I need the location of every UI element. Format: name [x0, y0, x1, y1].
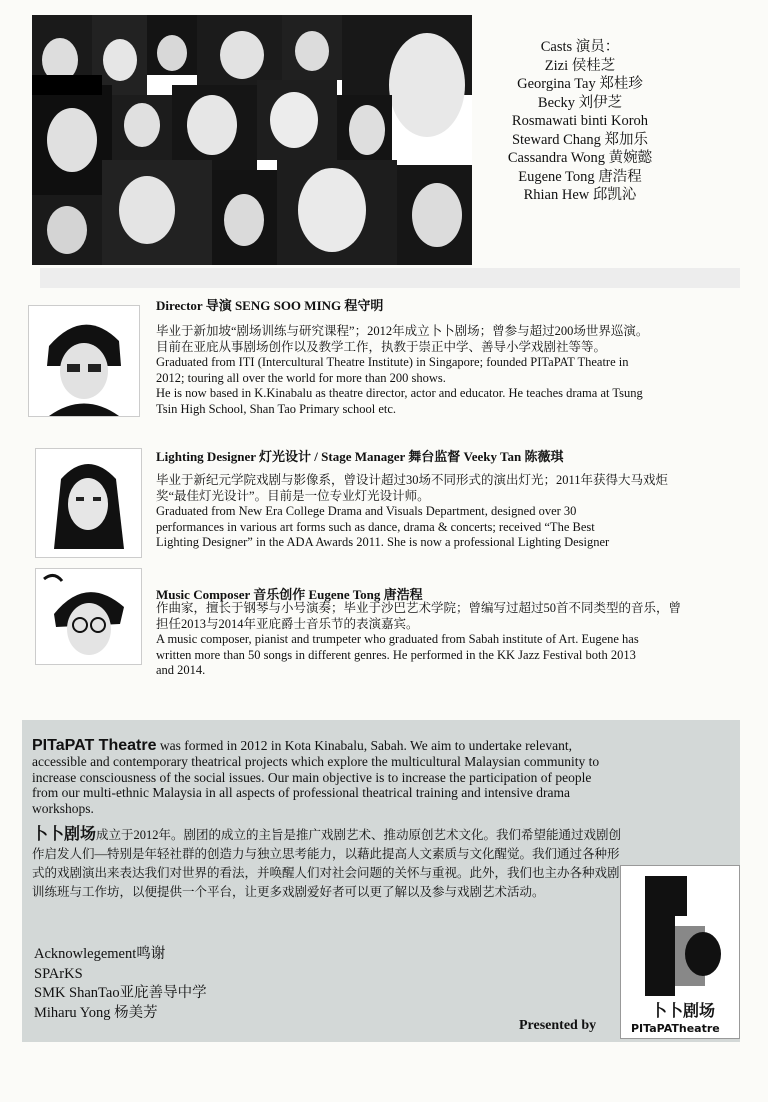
- bio-line: 毕业于新加坡“剧场训练与研究课程”；2012年成立卜卜剧场；曾参与超过200场世界巡演。: [156, 324, 649, 338]
- collage-graphic: [32, 15, 472, 265]
- about-en-line: from our multi-ethnic Malaysia in all aspects of professional theatrical training and intensive drama: [32, 785, 570, 801]
- music-title: Music Composer 音乐创作 Eugene Tong 唐浩程: [156, 587, 423, 602]
- brand-name-en: PITaPAT Theatre: [32, 737, 157, 754]
- about-cn-line: 作启发人们—特别是年轻社群的创造力与独立思考能力，以藉此提高人文素质与文化醒觉。我们通过各种形: [32, 847, 620, 861]
- logo-text-cn: 卜卜剧场: [651, 1001, 716, 1020]
- bio-line: written more than 50 songs in different genres. He performed in the KK Jazz Festival both 2013: [156, 647, 636, 662]
- presented-by: Presented by: [519, 1018, 597, 1033]
- director-portrait: [28, 305, 140, 417]
- logo-graphic: [621, 866, 739, 1038]
- cast-member: Georgina Tay 郑桂珍: [517, 76, 643, 92]
- about-en-line: increase consciousness of the social issues. Our main objective is to increase the participation of people: [32, 769, 592, 785]
- cast-member: Eugene Tong 唐浩程: [518, 168, 642, 185]
- logo-text-en: PITaPATheatre: [631, 1022, 720, 1035]
- casts-heading: Casts 演员：: [540, 39, 620, 55]
- music-bio: [156, 601, 681, 679]
- ack-line: SPArKS: [34, 965, 83, 982]
- bio-line: 奖“最佳灯光设计”。目前是一位专业灯光设计师。: [156, 488, 430, 503]
- bio-line: Lighting Designer” in the ADA Awards 2011. She is now a professional Lighting Designer: [156, 535, 610, 549]
- lighting-designer-photo: [36, 449, 141, 557]
- cast-member: Rosmawati binti Koroh: [511, 113, 649, 129]
- about-en-first: was formed in 2012 in Kota Kinabalu, Sabah. We aim to undertake relevant,: [156, 738, 573, 753]
- bio-line: Graduated from New Era College Drama and Visuals Department, designed over 30: [156, 504, 577, 518]
- casts-list: [500, 38, 660, 205]
- bio-line: Tsin High School, Shan Tao Primary school etc.: [156, 401, 397, 416]
- cast-member: Rhian Hew 邱凯沁: [523, 187, 637, 203]
- about-en-line: accessible and contemporary theatrical projects which explore the multicultural Malaysian community to: [32, 753, 600, 769]
- about-cn-line: 式的戏剧演出来表达我们对世界的看法，并唤醒人们对社会问题的关怀与重视。此外，我们也主办各种戏剧: [32, 866, 620, 880]
- lighting-designer-portrait: [35, 448, 142, 558]
- brand-name-cn: 卜卜剧场: [32, 826, 97, 843]
- ack-line: Miharu Yong 杨美芳: [34, 1004, 158, 1021]
- about-cn-first: 成立于2012年。剧团的成立的主旨是推广戏剧艺术、推动原创艺术文化。我们希望能通过戏剧创: [96, 828, 622, 842]
- bio-line: 毕业于新纪元学院戏剧与影像系，曾设计超过30场不同形式的演出灯光；2011年获得大马戏炬: [156, 473, 669, 487]
- bio-line: and 2014.: [156, 663, 206, 677]
- director-title: Director 导演 SENG SOO MING 程守明: [156, 298, 384, 313]
- bio-line: 2012; touring all over the world for more than 200 shows.: [156, 370, 446, 385]
- theatre-logo: [620, 865, 740, 1039]
- lighting-title: Lighting Designer 灯光设计 / Stage Manager 舞台监督 Veeky Tan 陈薇琪: [156, 449, 564, 464]
- cast-member: Becky 刘伊芝: [537, 94, 623, 111]
- lighting-bio: [156, 473, 668, 551]
- bio-line: A music composer, pianist and trumpeter who graduated from Sabah institute of Art. Eugene has: [156, 632, 639, 646]
- director-bio: [156, 324, 648, 417]
- ack-line: SMK ShanTao亚庇善导中学: [34, 985, 207, 1001]
- cast-member: Cassandra Wong 黄婉懿: [507, 150, 653, 166]
- ack-line: Acknowlegement鸣谢: [34, 946, 166, 962]
- bio-line: performances in various art forms such as dance, drama & concerts; received “The Best: [156, 519, 595, 534]
- cast-photo-collage: [32, 15, 472, 265]
- music-composer-portrait: [35, 568, 142, 665]
- about-theatre-panel: [22, 720, 740, 1042]
- cast-member: Zizi 侯桂芝: [544, 57, 616, 74]
- music-composer-photo: [36, 569, 141, 664]
- director-photo: [29, 306, 139, 416]
- bio-line: Graduated from ITI (Intercultural Theatre Institute) in Singapore; founded PITaPAT Theatre in: [156, 355, 629, 369]
- bio-line: 作曲家，擅长于钢琴与小号演奏；毕业于沙巴艺术学院；曾编写过超过50首不同类型的音乐，曾: [156, 601, 682, 615]
- bio-line: 担任2013与2014年亚庇爵士音乐节的表演嘉宾。: [156, 616, 419, 631]
- about-english: [32, 738, 732, 817]
- bio-line: He is now based in K.Kinabalu as theatre director, actor and educator. He teaches drama at Tsung: [156, 386, 643, 400]
- about-cn-line: 训练班与工作坊，以便提供一个平台，让更多戏剧爱好者可以更了解以及参与戏剧艺术活动。: [32, 885, 545, 899]
- cast-member: Steward Chang 郑加乐: [511, 131, 649, 148]
- bio-line: 目前在亚庇从事剧场创作以及教学工作，执教于崇正中学、善导小学戏剧社等等。: [156, 339, 607, 354]
- scan-band: [40, 268, 740, 288]
- acknowledgement: [34, 945, 207, 1023]
- about-en-line: workshops.: [32, 801, 94, 817]
